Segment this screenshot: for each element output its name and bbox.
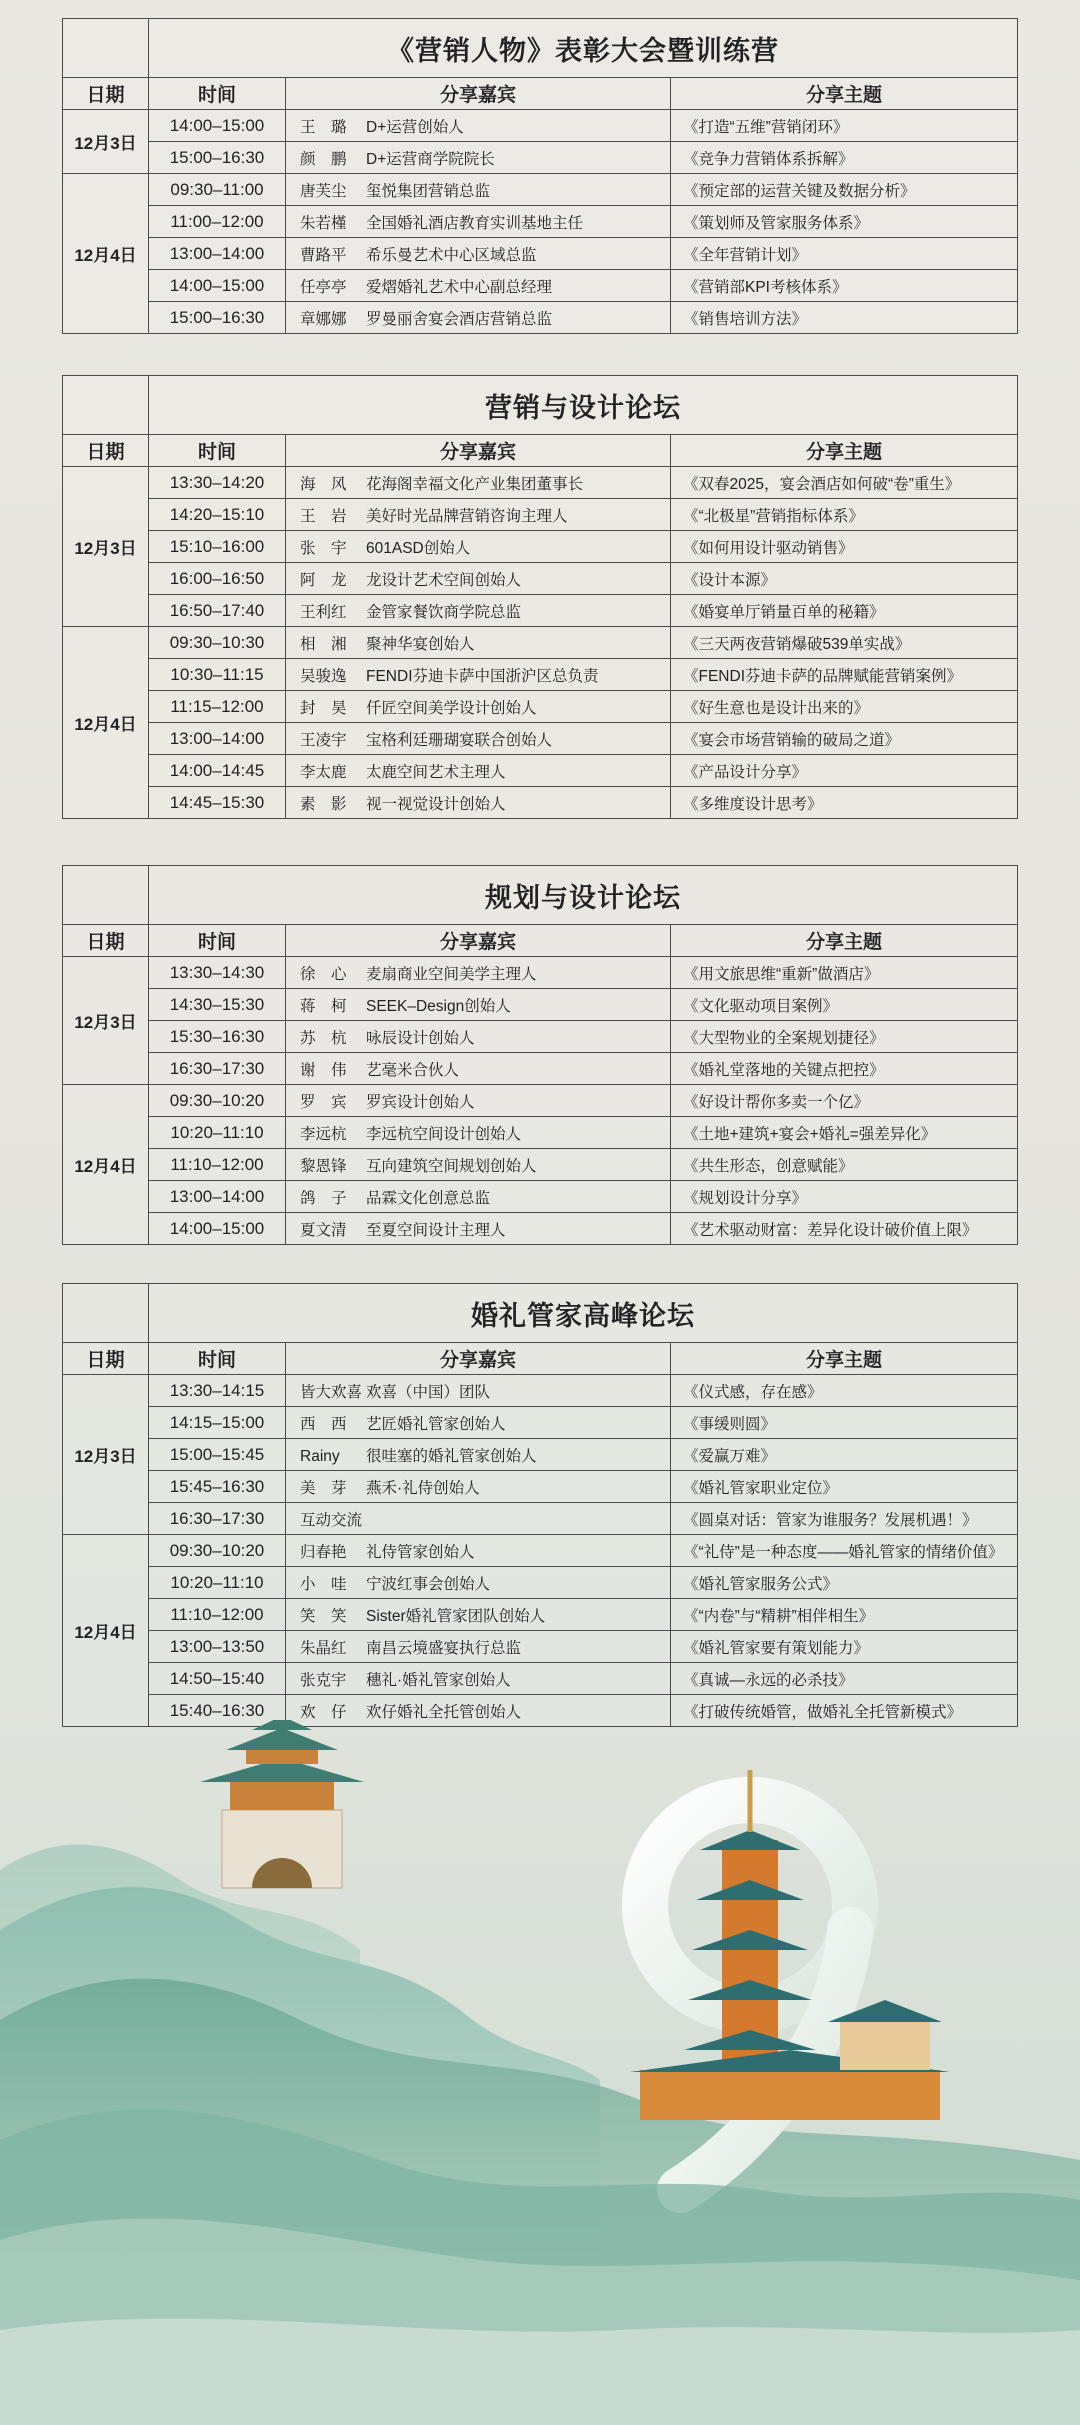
guest-cell bbox=[286, 174, 671, 206]
guest-role: 李远杭空间设计创始人 bbox=[366, 1125, 522, 1143]
schedule-table bbox=[62, 1283, 1018, 1727]
guest-name: 朱若槿 bbox=[300, 214, 347, 232]
topic-cell: 《好设计帮你多卖一个亿》 bbox=[671, 1085, 1018, 1117]
guest-name: 美 芽 bbox=[300, 1479, 347, 1497]
table-row bbox=[63, 174, 1018, 206]
time-cell: 15:30–16:30 bbox=[149, 1021, 286, 1053]
guest-name: 笑 笑 bbox=[300, 1607, 347, 1625]
topic-cell: 《多维度设计思考》 bbox=[671, 787, 1018, 819]
guest-name: 徐 心 bbox=[300, 965, 347, 983]
guest-cell bbox=[286, 1213, 671, 1245]
table-row bbox=[63, 206, 1018, 238]
guest-role: FENDI芬迪卡萨中国浙沪区总负责 bbox=[366, 667, 599, 685]
table-row bbox=[63, 110, 1018, 142]
guest-cell bbox=[286, 1535, 671, 1567]
time-cell: 14:20–15:10 bbox=[149, 499, 286, 531]
guest-role: 罗宾设计创始人 bbox=[366, 1093, 475, 1111]
schedule-section bbox=[62, 1283, 1018, 1727]
guest-name: 阿 龙 bbox=[300, 571, 347, 589]
guest-name: 王凌宇 bbox=[300, 731, 347, 749]
table-row bbox=[63, 957, 1018, 989]
topic-cell: 《爱赢万难》 bbox=[671, 1439, 1018, 1471]
guest-cell bbox=[286, 957, 671, 989]
table-row bbox=[63, 595, 1018, 627]
guest-cell bbox=[286, 1663, 671, 1695]
time-cell: 11:15–12:00 bbox=[149, 691, 286, 723]
guest-cell bbox=[286, 989, 671, 1021]
column-header-date: 日期 bbox=[63, 925, 149, 957]
guest-name: 王利红 bbox=[300, 603, 347, 621]
topic-cell: 《双春2025，宴会酒店如何破“卷”重生》 bbox=[671, 467, 1018, 499]
column-header-guest: 分享嘉宾 bbox=[286, 1343, 671, 1375]
time-cell: 13:00–14:00 bbox=[149, 723, 286, 755]
time-cell: 10:20–11:10 bbox=[149, 1117, 286, 1149]
topic-cell: 《真诚—永远的必杀技》 bbox=[671, 1663, 1018, 1695]
guest-cell bbox=[286, 302, 671, 334]
topic-cell: 《大型物业的全案规划捷径》 bbox=[671, 1021, 1018, 1053]
blank-corner bbox=[63, 19, 149, 78]
column-header-date: 日期 bbox=[63, 435, 149, 467]
guest-role: Sister婚礼管家团队创始人 bbox=[366, 1607, 546, 1625]
guest-name: 罗 宾 bbox=[300, 1093, 347, 1111]
guest-role: 宁波红事会创始人 bbox=[366, 1575, 491, 1593]
guest-role: 穗礼·婚礼管家创始人 bbox=[366, 1671, 511, 1689]
topic-cell: 《宴会市场营销输的破局之道》 bbox=[671, 723, 1018, 755]
guest-name: Rainy bbox=[300, 1447, 340, 1465]
table-row bbox=[63, 989, 1018, 1021]
table-row bbox=[63, 1117, 1018, 1149]
table-row bbox=[63, 563, 1018, 595]
guest-role: SEEK–Design创始人 bbox=[366, 997, 511, 1015]
guest-cell bbox=[286, 1181, 671, 1213]
topic-cell: 《文化驱动项目案例》 bbox=[671, 989, 1018, 1021]
column-header-topic: 分享主题 bbox=[671, 435, 1018, 467]
table-row bbox=[63, 1181, 1018, 1213]
guest-cell bbox=[286, 531, 671, 563]
topic-cell: 《“北极星”营销指标体系》 bbox=[671, 499, 1018, 531]
guest-role: 金管家餐饮商学院总监 bbox=[366, 603, 522, 621]
guest-cell bbox=[286, 238, 671, 270]
guest-cell bbox=[286, 563, 671, 595]
guest-role: 南昌云境盛宴执行总监 bbox=[366, 1639, 522, 1657]
guest-role: 品霖文化创意总监 bbox=[366, 1189, 491, 1207]
topic-cell: 《策划师及管家服务体系》 bbox=[671, 206, 1018, 238]
guest-cell bbox=[286, 1053, 671, 1085]
table-row bbox=[63, 1599, 1018, 1631]
guest-name: 西 西 bbox=[300, 1415, 347, 1433]
guest-cell bbox=[286, 110, 671, 142]
table-row bbox=[63, 531, 1018, 563]
guest-name: 颜 鹏 bbox=[300, 150, 347, 168]
time-cell: 09:30–10:20 bbox=[149, 1535, 286, 1567]
date-cell: 12月3日 bbox=[63, 1375, 149, 1535]
guest-cell bbox=[286, 787, 671, 819]
guest-name: 黎恩锋 bbox=[300, 1157, 347, 1175]
date-cell: 12月3日 bbox=[63, 957, 149, 1085]
guest-role: 燕禾·礼侍创始人 bbox=[366, 1479, 480, 1497]
guest-name: 相 湘 bbox=[300, 635, 347, 653]
guest-name: 夏文清 bbox=[300, 1221, 347, 1239]
guest-cell bbox=[286, 1117, 671, 1149]
guest-cell bbox=[286, 467, 671, 499]
table-row bbox=[63, 1213, 1018, 1245]
time-cell: 14:00–14:45 bbox=[149, 755, 286, 787]
time-cell: 13:00–14:00 bbox=[149, 1181, 286, 1213]
topic-cell: 《婚礼管家服务公式》 bbox=[671, 1567, 1018, 1599]
table-row bbox=[63, 499, 1018, 531]
guest-role: 麦扇商业空间美学主理人 bbox=[366, 965, 537, 983]
guest-role: 咏辰设计创始人 bbox=[366, 1029, 475, 1047]
table-row bbox=[63, 1503, 1018, 1535]
time-cell: 11:10–12:00 bbox=[149, 1149, 286, 1181]
guest-role: D+运营商学院院长 bbox=[366, 150, 495, 168]
guest-role: 宝格利廷珊瑚宴联合创始人 bbox=[366, 731, 553, 749]
table-row bbox=[63, 1535, 1018, 1567]
guest-role: 龙设计艺术空间创始人 bbox=[366, 571, 522, 589]
time-cell: 10:30–11:15 bbox=[149, 659, 286, 691]
guest-role: 艺毫米合伙人 bbox=[366, 1061, 460, 1079]
table-row bbox=[63, 467, 1018, 499]
guest-name: 王 璐 bbox=[300, 118, 347, 136]
guest-cell bbox=[286, 627, 671, 659]
time-cell: 13:30–14:15 bbox=[149, 1375, 286, 1407]
topic-cell: 《产品设计分享》 bbox=[671, 755, 1018, 787]
topic-cell: 《婚礼堂落地的关键点把控》 bbox=[671, 1053, 1018, 1085]
topic-cell: 《“内卷”与“精耕”相伴相生》 bbox=[671, 1599, 1018, 1631]
blank-corner bbox=[63, 1284, 149, 1343]
section-title: 营销与设计论坛 bbox=[149, 376, 1018, 435]
pagoda-gate-icon bbox=[200, 1720, 364, 1888]
guest-cell bbox=[286, 1085, 671, 1117]
table-row bbox=[63, 238, 1018, 270]
guest-name: 苏 杭 bbox=[300, 1029, 347, 1047]
column-header-date: 日期 bbox=[63, 78, 149, 110]
guest-role: 希乐曼艺术中心区域总监 bbox=[366, 246, 537, 264]
column-header-topic: 分享主题 bbox=[671, 78, 1018, 110]
landscape-illustration bbox=[0, 1720, 1080, 2425]
guest-role: 玺悦集团营销总监 bbox=[366, 182, 491, 200]
guest-cell bbox=[286, 1503, 671, 1535]
table-row bbox=[63, 1471, 1018, 1503]
column-header-date: 日期 bbox=[63, 1343, 149, 1375]
guest-role: 仟匠空间美学设计创始人 bbox=[366, 699, 537, 717]
topic-cell: 《圆桌对话：管家为谁服务？发展机遇！》 bbox=[671, 1503, 1018, 1535]
topic-cell: 《营销部KPI考核体系》 bbox=[671, 270, 1018, 302]
guest-cell bbox=[286, 1439, 671, 1471]
guest-role: 美好时光品牌营销咨询主理人 bbox=[366, 507, 568, 525]
table-row bbox=[63, 787, 1018, 819]
guest-cell bbox=[286, 1407, 671, 1439]
guest-role: 很哇塞的婚礼管家创始人 bbox=[366, 1447, 537, 1465]
column-header-guest: 分享嘉宾 bbox=[286, 925, 671, 957]
column-header-time: 时间 bbox=[149, 1343, 286, 1375]
guest-name: 互动交流 bbox=[300, 1511, 363, 1529]
guest-name: 朱晶红 bbox=[300, 1639, 347, 1657]
time-cell: 10:20–11:10 bbox=[149, 1567, 286, 1599]
guest-cell bbox=[286, 1149, 671, 1181]
guest-role: D+运营创始人 bbox=[366, 118, 464, 136]
guest-role: 艺匠婚礼管家创始人 bbox=[366, 1415, 506, 1433]
column-header-topic: 分享主题 bbox=[671, 1343, 1018, 1375]
table-row bbox=[63, 270, 1018, 302]
topic-cell: 《共生形态，创意赋能》 bbox=[671, 1149, 1018, 1181]
schedule-section bbox=[62, 18, 1018, 334]
guest-name: 任亭亭 bbox=[300, 278, 347, 296]
guest-cell bbox=[286, 595, 671, 627]
guest-role: 爱熠婚礼艺术中心副总经理 bbox=[366, 278, 553, 296]
time-cell: 09:30–10:30 bbox=[149, 627, 286, 659]
time-cell: 15:45–16:30 bbox=[149, 1471, 286, 1503]
topic-cell: 《土地+建筑+宴会+婚礼=强差异化》 bbox=[671, 1117, 1018, 1149]
time-cell: 13:00–13:50 bbox=[149, 1631, 286, 1663]
column-header-guest: 分享嘉宾 bbox=[286, 78, 671, 110]
topic-cell: 《打造“五维”营销闭环》 bbox=[671, 110, 1018, 142]
topic-cell: 《打破传统婚管，做婚礼全托管新模式》 bbox=[671, 1695, 1018, 1727]
column-header-time: 时间 bbox=[149, 925, 286, 957]
topic-cell: 《婚礼管家职业定位》 bbox=[671, 1471, 1018, 1503]
guest-role: 视一视觉设计创始人 bbox=[366, 795, 506, 813]
topic-cell: 《好生意也是设计出来的》 bbox=[671, 691, 1018, 723]
column-header-guest: 分享嘉宾 bbox=[286, 435, 671, 467]
date-cell: 12月3日 bbox=[63, 467, 149, 627]
time-cell: 14:50–15:40 bbox=[149, 1663, 286, 1695]
topic-cell: 《如何用设计驱动销售》 bbox=[671, 531, 1018, 563]
guest-name: 张克宇 bbox=[300, 1671, 347, 1689]
guest-name: 李太鹿 bbox=[300, 763, 347, 781]
guest-cell bbox=[286, 755, 671, 787]
time-cell: 16:00–16:50 bbox=[149, 563, 286, 595]
section-title: 规划与设计论坛 bbox=[149, 866, 1018, 925]
topic-cell: 《销售培训方法》 bbox=[671, 302, 1018, 334]
guest-cell bbox=[286, 1567, 671, 1599]
time-cell: 16:50–17:40 bbox=[149, 595, 286, 627]
time-cell: 15:00–16:30 bbox=[149, 142, 286, 174]
guest-cell bbox=[286, 206, 671, 238]
table-row bbox=[63, 1085, 1018, 1117]
time-cell: 16:30–17:30 bbox=[149, 1053, 286, 1085]
table-row bbox=[63, 1149, 1018, 1181]
section-title: 婚礼管家高峰论坛 bbox=[149, 1284, 1018, 1343]
topic-cell: 《仪式感，存在感》 bbox=[671, 1375, 1018, 1407]
table-row bbox=[63, 1439, 1018, 1471]
topic-cell: 《婚礼管家要有策划能力》 bbox=[671, 1631, 1018, 1663]
schedule-table bbox=[62, 375, 1018, 819]
column-header-time: 时间 bbox=[149, 78, 286, 110]
guest-role: 聚神华宴创始人 bbox=[366, 635, 475, 653]
topic-cell: 《三天两夜营销爆破539单实战》 bbox=[671, 627, 1018, 659]
schedule-table bbox=[62, 18, 1018, 334]
time-cell: 11:00–12:00 bbox=[149, 206, 286, 238]
table-row bbox=[63, 1021, 1018, 1053]
table-row bbox=[63, 723, 1018, 755]
guest-cell bbox=[286, 659, 671, 691]
time-cell: 14:15–15:00 bbox=[149, 1407, 286, 1439]
blank-corner bbox=[63, 866, 149, 925]
section-title: 《营销人物》表彰大会暨训练营 bbox=[149, 19, 1018, 78]
table-row bbox=[63, 755, 1018, 787]
guest-role: 互向建筑空间规划创始人 bbox=[366, 1157, 537, 1175]
table-row bbox=[63, 142, 1018, 174]
guest-name: 章娜娜 bbox=[300, 310, 347, 328]
guest-name: 素 影 bbox=[300, 795, 347, 813]
topic-cell: 《预定部的运营关键及数据分析》 bbox=[671, 174, 1018, 206]
topic-cell: 《婚宴单厅销量百单的秘籍》 bbox=[671, 595, 1018, 627]
guest-role: 欢喜（中国）团队 bbox=[366, 1383, 491, 1401]
guest-name: 王 岩 bbox=[300, 507, 347, 525]
time-cell: 14:00–15:00 bbox=[149, 270, 286, 302]
topic-cell: 《“礼侍”是一种态度——婚礼管家的情绪价值》 bbox=[671, 1535, 1018, 1567]
topic-cell: 《全年营销计划》 bbox=[671, 238, 1018, 270]
guest-cell bbox=[286, 1599, 671, 1631]
guest-cell bbox=[286, 270, 671, 302]
time-cell: 14:00–15:00 bbox=[149, 110, 286, 142]
guest-name: 曹路平 bbox=[300, 246, 347, 264]
table-row bbox=[63, 691, 1018, 723]
guest-cell bbox=[286, 691, 671, 723]
guest-role: 全国婚礼酒店教育实训基地主任 bbox=[366, 214, 584, 232]
date-cell: 12月4日 bbox=[63, 1085, 149, 1245]
table-row bbox=[63, 659, 1018, 691]
guest-name: 归春艳 bbox=[300, 1543, 347, 1561]
guest-cell bbox=[286, 1471, 671, 1503]
column-header-topic: 分享主题 bbox=[671, 925, 1018, 957]
guest-name: 鸽 子 bbox=[300, 1189, 347, 1207]
table-row bbox=[63, 1567, 1018, 1599]
guest-name: 皆大欢喜 bbox=[300, 1383, 363, 1401]
guest-cell bbox=[286, 499, 671, 531]
topic-cell: 《事缓则圆》 bbox=[671, 1407, 1018, 1439]
table-row bbox=[63, 627, 1018, 659]
guest-role: 花海阁幸福文化产业集团董事长 bbox=[366, 475, 584, 493]
schedule-section bbox=[62, 865, 1018, 1245]
topic-cell: 《用文旅思维“重新”做酒店》 bbox=[671, 957, 1018, 989]
guest-name: 海 风 bbox=[300, 475, 347, 493]
time-cell: 14:45–15:30 bbox=[149, 787, 286, 819]
time-cell: 11:10–12:00 bbox=[149, 1599, 286, 1631]
date-cell: 12月4日 bbox=[63, 627, 149, 819]
table-row bbox=[63, 1631, 1018, 1663]
date-cell: 12月4日 bbox=[63, 174, 149, 334]
guest-role: 罗曼丽舍宴会酒店营销总监 bbox=[366, 310, 553, 328]
table-row bbox=[63, 1375, 1018, 1407]
schedule-table bbox=[62, 865, 1018, 1245]
guest-cell bbox=[286, 1375, 671, 1407]
guest-cell bbox=[286, 723, 671, 755]
time-cell: 13:30–14:30 bbox=[149, 957, 286, 989]
guest-cell bbox=[286, 142, 671, 174]
guest-name: 吴骏逸 bbox=[300, 667, 347, 685]
guest-cell bbox=[286, 1631, 671, 1663]
guest-role: 礼侍管家创始人 bbox=[366, 1543, 475, 1561]
time-cell: 13:00–14:00 bbox=[149, 238, 286, 270]
topic-cell: 《设计本源》 bbox=[671, 563, 1018, 595]
guest-name: 谢 伟 bbox=[300, 1061, 347, 1079]
guest-name: 封 昊 bbox=[300, 699, 347, 717]
time-cell: 13:30–14:20 bbox=[149, 467, 286, 499]
time-cell: 09:30–10:20 bbox=[149, 1085, 286, 1117]
guest-name: 李远杭 bbox=[300, 1125, 347, 1143]
guest-name: 蒋 柯 bbox=[300, 997, 347, 1015]
guest-name: 张 宇 bbox=[300, 539, 347, 557]
schedule-section bbox=[62, 375, 1018, 819]
guest-name: 唐芙尘 bbox=[300, 182, 347, 200]
time-cell: 14:30–15:30 bbox=[149, 989, 286, 1021]
column-header-time: 时间 bbox=[149, 435, 286, 467]
table-row bbox=[63, 1407, 1018, 1439]
time-cell: 09:30–11:00 bbox=[149, 174, 286, 206]
time-cell: 14:00–15:00 bbox=[149, 1213, 286, 1245]
time-cell: 15:00–15:45 bbox=[149, 1439, 286, 1471]
guest-role: 太鹿空间艺术主理人 bbox=[366, 763, 506, 781]
guest-role: 至夏空间设计主理人 bbox=[366, 1221, 506, 1239]
date-cell: 12月3日 bbox=[63, 110, 149, 174]
table-row bbox=[63, 1053, 1018, 1085]
time-cell: 16:30–17:30 bbox=[149, 1503, 286, 1535]
topic-cell: 《竞争力营销体系拆解》 bbox=[671, 142, 1018, 174]
guest-role: 欢仔婚礼全托管创始人 bbox=[366, 1703, 522, 1721]
table-row bbox=[63, 1663, 1018, 1695]
blank-corner bbox=[63, 376, 149, 435]
date-cell: 12月4日 bbox=[63, 1535, 149, 1727]
topic-cell: 《规划设计分享》 bbox=[671, 1181, 1018, 1213]
guest-name: 小 哇 bbox=[300, 1575, 347, 1593]
time-cell: 15:00–16:30 bbox=[149, 302, 286, 334]
guest-name: 欢 仔 bbox=[300, 1703, 347, 1721]
guest-cell bbox=[286, 1021, 671, 1053]
table-row bbox=[63, 302, 1018, 334]
time-cell: 15:40–16:30 bbox=[149, 1695, 286, 1727]
time-cell: 15:10–16:00 bbox=[149, 531, 286, 563]
guest-role: 601ASD创始人 bbox=[366, 539, 471, 557]
topic-cell: 《FENDI芬迪卡萨的品牌赋能营销案例》 bbox=[671, 659, 1018, 691]
topic-cell: 《艺术驱动财富：差异化设计破价值上限》 bbox=[671, 1213, 1018, 1245]
